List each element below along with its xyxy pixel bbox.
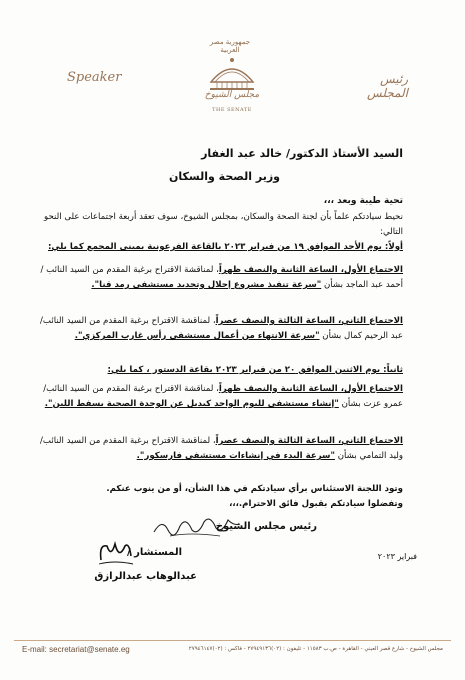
president-title: رئيس مجلس الشيوخ [215,521,317,532]
session1-meeting1-text: ، لمناقشة الاقتراح برغبة المقدم من السيد النائب / أحمد عبد الماجد بشأن [40,265,403,290]
closing-line: وتود اللجنة الاستئناس برأي سيادتكم في هذا الشأن، أو من ينوب عنكم. [106,484,403,494]
speaker-title-en: Speaker [67,70,122,85]
speaker-title-ar: رئيس المجلس [367,72,408,100]
session2-heading-text: : يوم الاثنين الموافق ٢٠ من فبراير ٢٠٢٣ بقاعة الدستور ، كما يلي: [107,365,387,375]
session2-meeting2-text: ، لمناقشة الاقتراح برغبة المقدم من السيد النائب/ وليد التمامي بشأن [40,436,403,461]
letterhead-senate-ar: مجلس الشيوخ [204,90,260,100]
session2-meeting2-subject: "سرعة البدء في إنشاءات مستشفى فارسكور". [136,451,335,461]
counsel-title: المستشار / [127,547,182,558]
intro-paragraph: نحيط سيادتكم علماً بأن لجنة الصحة والسكان، بمجلس الشيوخ، سوف تعقد أربعة اجتماعات على النحو التالي: [44,212,403,237]
session2-label: ثانياً [386,365,403,375]
regards-line: وتفضلوا سيادتكم بقبول فائق الاحترام.،،، [229,499,403,509]
session1-meeting2-subject: "سرعة الانتهاء من أعمال مستشفى رأس غارب المركزي". [74,331,320,341]
footer-divider [14,640,451,641]
session2-meeting1-subject: "إنشاء مستشفى لليوم الواحد كبديل عن الوحدة الصحية بسفط اللبن". [44,399,339,409]
session1-meeting2-label: الاجتماع الثاني، الساعة الثالثة والنصف عصراً [215,316,403,326]
session1-meeting2 [34,314,403,344]
session1-meeting1-subject: "سرعة تنفيذ مشروع إحلال وتجديد مستشفى رمد قنا". [91,280,322,290]
session1-label: أولاً [388,242,403,252]
session2-meeting1 [34,382,403,412]
session1-heading-text: : يوم الأحد الموافق ١٩ من فبراير ٢٠٢٣ بالقاعة الفرعونية بمبنى المجمع كما يلي: [47,242,389,252]
session1-meeting2-text: ، لمناقشة الاقتراح برغبة المقدم من السيد النائب/ عبد الرحيم كمال بشأن [40,316,403,341]
session1-heading [34,240,403,255]
session1-meeting1-label: الاجتماع الأول، الساعة الثانية والنصف ظهراً [218,265,403,275]
addressee-line1: السيد الأستاذ الدكتور/ خالد عبد الغفار [201,147,403,160]
addressee-line2: وزير الصحة والسكان [169,170,280,183]
session2-heading [34,363,403,378]
footer-email[interactable]: E-mail: secretariat@senate.eg [22,645,130,654]
footer-address: مجلس الشيوخ - شارع قصر العيني - القاهرة - ص.ب ١١٥٨٣ - تليفون : (٠٢)٢٧٩٤٩١٣٦ - فاكس : (٠٢)٢٧٩٤٦١٤٧ [188,646,443,652]
session2-meeting2 [34,434,403,464]
letterhead-senate-en: THE SENATE [212,107,252,113]
session2-meeting2-label: الاجتماع الثاني، الساعة الثالثة والنصف عصراً [215,436,403,446]
session2-meeting1-text: ، لمناقشة الاقتراح برغبة المقدم من السيد النائب/عمرو عزت بشأن [43,384,403,409]
greeting: تحية طيبة وبعد ،،، [323,196,403,206]
session1-meeting1 [34,263,403,293]
letter-date: فبراير ٢٠٢٣ [377,552,417,561]
counsel-name: عبدالوهاب عبدالرازق [94,571,197,582]
session2-meeting1-label: الاجتماع الأول، الساعة الثانية والنصف ظهراً [218,384,403,394]
letterhead-crest-text: جمهورية مصر العربية [209,38,251,54]
